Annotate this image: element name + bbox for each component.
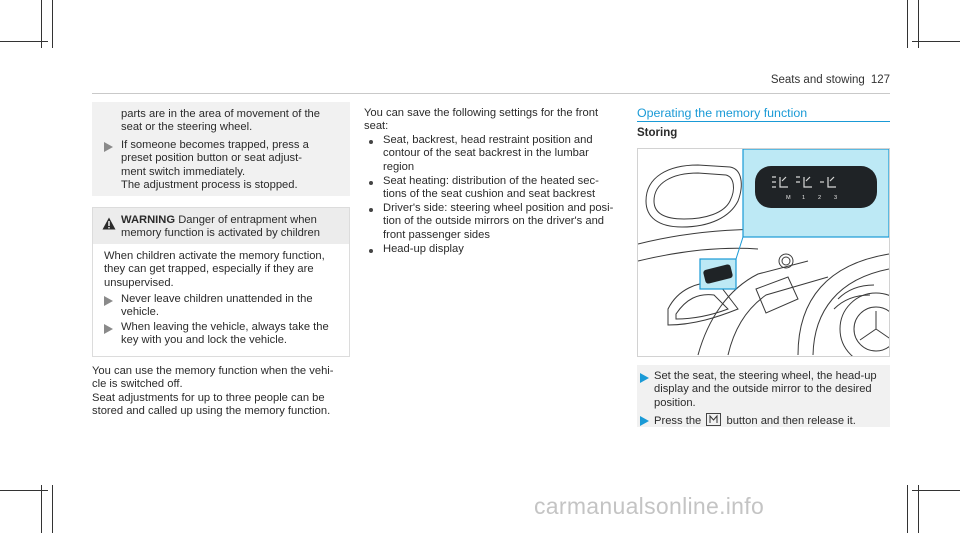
col3-step bbox=[654, 370, 877, 410]
text-line: Seat adjustments for up to three people can be bbox=[92, 391, 325, 404]
memory-1-label: 1 bbox=[802, 195, 806, 201]
step-arrow-icon bbox=[104, 296, 113, 306]
text-line: Seat, backrest, head restraint position and bbox=[383, 134, 593, 146]
warning-body bbox=[104, 250, 325, 290]
memory-button-icon bbox=[706, 413, 721, 426]
col1-closing bbox=[92, 365, 334, 419]
text-line: If someone becomes trapped, press a bbox=[121, 139, 309, 151]
memory-3-label: 3 bbox=[834, 195, 838, 201]
warning-label: WARNING bbox=[121, 214, 176, 226]
text-line: The adjustment process is stopped. bbox=[121, 179, 298, 192]
subheading: Storing bbox=[637, 127, 678, 139]
crop-mark bbox=[41, 485, 42, 533]
watermark: carmanualsonline.info bbox=[534, 493, 765, 519]
warning-heading bbox=[121, 214, 320, 241]
list-item bbox=[383, 134, 593, 174]
crop-mark bbox=[0, 41, 48, 42]
text-line: Head-up display bbox=[383, 243, 464, 255]
text-line: ment switch immediately. bbox=[121, 165, 246, 178]
text-line: display and the outside mirror to the desired bbox=[654, 383, 872, 396]
text-line: preset position button or seat adjust- bbox=[121, 152, 302, 165]
memory-2-label: 2 bbox=[818, 195, 822, 201]
text-line: vehicle. bbox=[121, 306, 159, 319]
bullet-icon bbox=[369, 208, 373, 212]
memory-button-illustration bbox=[637, 148, 890, 357]
crop-mark bbox=[912, 490, 960, 491]
text-line: region bbox=[383, 160, 415, 173]
text-line: You can save the following settings for the front bbox=[364, 107, 599, 119]
text-line: contour of the seat backrest in the lumbar bbox=[383, 147, 589, 160]
col3-step bbox=[654, 413, 856, 428]
memory-m-label: M bbox=[786, 195, 791, 201]
running-header bbox=[771, 74, 890, 87]
text-line: stored and called up using the memory function. bbox=[92, 405, 331, 418]
text-line: Seat heating: distribution of the heated sec- bbox=[383, 175, 599, 187]
text-line: front passenger sides bbox=[383, 228, 490, 241]
section-heading: Operating the memory function bbox=[637, 106, 808, 120]
text-line: unsupervised. bbox=[104, 276, 174, 289]
warning-triangle-icon bbox=[102, 217, 116, 230]
text-line: Never leave children unattended in the bbox=[121, 293, 313, 305]
step-arrow-icon bbox=[640, 416, 649, 426]
section-title: Seats and stowing bbox=[770, 74, 865, 86]
page-number: 127 bbox=[870, 74, 890, 86]
crop-mark bbox=[52, 0, 53, 48]
text-line: position. bbox=[654, 396, 696, 409]
text-line: Press the bbox=[654, 415, 702, 427]
text-line: Set the seat, the steering wheel, the head-up bbox=[654, 370, 877, 382]
col1-intro bbox=[121, 108, 320, 135]
step-arrow-icon bbox=[104, 142, 113, 152]
list-item bbox=[383, 202, 613, 242]
text-line: button and then release it. bbox=[726, 415, 856, 427]
crop-mark bbox=[912, 41, 960, 42]
crop-mark bbox=[52, 485, 53, 533]
text-line: You can use the memory function when the vehi- bbox=[92, 365, 334, 377]
bullet-icon bbox=[369, 140, 373, 144]
text-line: Driver's side: steering wheel position and posi- bbox=[383, 202, 614, 214]
text-line: tion of the outside mirrors on the driver's and bbox=[383, 215, 605, 228]
bullet-icon bbox=[369, 181, 373, 185]
crop-mark bbox=[918, 485, 919, 533]
header-rule bbox=[92, 93, 890, 94]
car-interior-drawing bbox=[638, 149, 889, 356]
list-item bbox=[383, 175, 599, 202]
col2-intro bbox=[364, 107, 598, 134]
text-line: Danger of entrapment when bbox=[178, 214, 317, 226]
text-line: memory function is activated by children bbox=[121, 227, 320, 240]
crop-mark bbox=[907, 485, 908, 533]
text-line: tions of the seat cushion and seat backrest bbox=[383, 188, 596, 201]
text-line: cle is switched off. bbox=[92, 378, 183, 391]
step-arrow-icon bbox=[104, 324, 113, 334]
text-line: key with you and lock the vehicle. bbox=[121, 334, 288, 347]
heading-rule bbox=[637, 121, 890, 122]
text-line: they can get trapped, especially if they are bbox=[104, 263, 314, 276]
panel-button-labels bbox=[784, 192, 880, 204]
list-item bbox=[383, 243, 464, 256]
text-line: seat: bbox=[364, 120, 389, 133]
step-arrow-icon bbox=[640, 373, 649, 383]
crop-mark bbox=[907, 0, 908, 48]
text-line: seat or the steering wheel. bbox=[121, 121, 253, 134]
text-line: When children activate the memory function, bbox=[104, 250, 325, 262]
text-line: parts are in the area of movement of the bbox=[121, 108, 320, 120]
crop-mark bbox=[0, 490, 48, 491]
text-line: When leaving the vehicle, always take the bbox=[121, 321, 329, 333]
warning-item bbox=[121, 321, 329, 348]
warning-item bbox=[121, 293, 313, 320]
bullet-icon bbox=[369, 249, 373, 253]
col1-step bbox=[121, 139, 309, 193]
